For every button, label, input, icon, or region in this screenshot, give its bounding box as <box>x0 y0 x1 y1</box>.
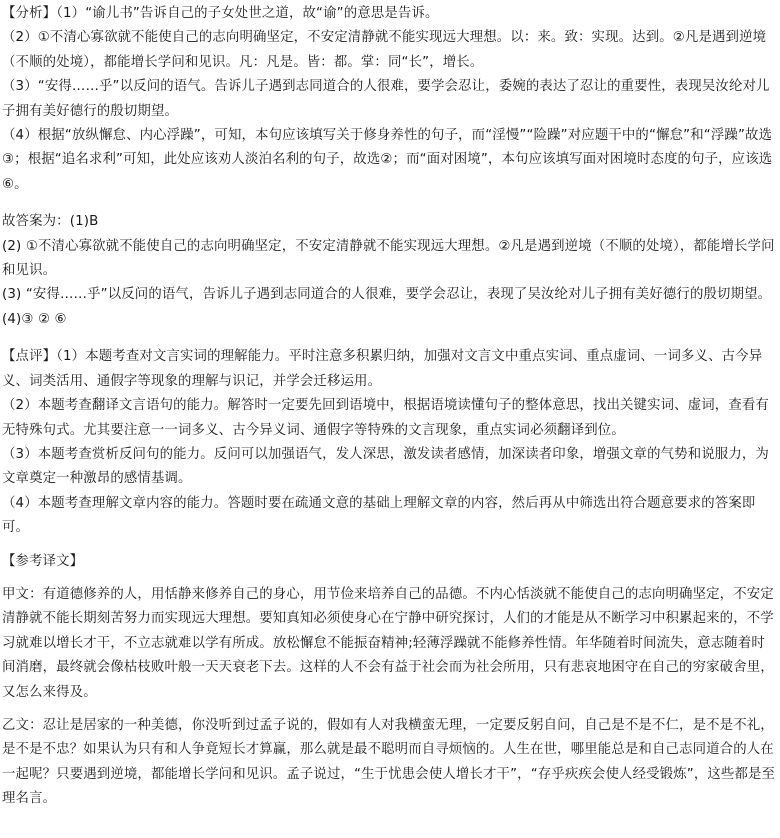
translation-paragraph-jia: 甲文：有道德修养的人，用恬静来修养自己的身心，用节俭来培养自己的品德。不内心恬淡就不能使自己的志向明确坚定，不安定清静就不能长期刻苦努力而实现远大理想。要知真知必须使身心在宁静中研究探讨，人们的才能是从不断学习中积累起来的，不学习就难以增长才干，不立志就难以学有所成。放松懈怠不能振奋精神;轻薄浮躁就不能修养性情。年华随着时间流失，意志随着时间消磨，最终就会像枯枝败叶般一天天衰老下去。这样的人不会有益于社会而为社会所用，只有悲哀地困守在自己的穷家破舍里，又怎么来得及。 <box>2 586 774 700</box>
answer-line-2: (2) ①不清心寡欲就不能使自己的志向明确坚定，不安定清静就不能实现远大理想。②凡是遇到逆境（不顺的处境），都能增长学问和见识。 <box>2 238 775 279</box>
analysis-item-3: （3）“安得……乎”以反问的语气。告诉儿子遇到志同道合的人很难，要学会忍让，委婉的表达了忍让的重要性，表现吴汝纶对儿子拥有美好德行的殷切期望。 <box>2 79 770 119</box>
comment-item-3: （3）本题考查赏析反问句的能力。反问可以加强语气，发人深思，激发读者感情，加深读者印象，增强文章的气势和说服力，为文章奠定一种激昂的感情基调。 <box>2 446 769 487</box>
analysis-item-4: （4）根据“放纵懈怠、内心浮躁”，可知，本句应该填写关于修身养性的句子，而“淫慢”“险躁”对应题干中的“懈怠”和“浮躁”故选③；根据“追名求利”可知，此处应该劝人淡泊名利的句子，故选②；而“面对困境”，本句应该填写面对困境时态度的句子，应该选⑥。 <box>2 128 773 192</box>
spacer <box>2 197 776 210</box>
comment-item-4: （4）本题考查理解文章内容的能力。答题时要在疏通文意的基础上理解文章的内容，然后再从中筛选出符合题意要求的答案即可。 <box>2 495 756 536</box>
answer-line-1: 故答案为：(1)B <box>2 214 99 230</box>
spacer <box>2 541 776 550</box>
translation-paragraph-yi: 乙文：忍让是居家的一种美德，你没听到过孟子说的，假如有人对我横蛮无理，一定要反躬自问，自己是不是不仁，是不是不礼，是不是不忠？如果认为只有和人争竟短长才算赢，那么就是最不聪明而自寻烦恼的。人生在世，哪里能总是和自己志同道合的人在一起呢？只要遇到逆境，都能增长学问和见识。孟子说过，“生于忧患会使人增长才干”，“存乎疢疾会使人经受锻炼”，这些都是至理名言。 <box>2 717 776 807</box>
translation-heading: 【参考译文】 <box>2 553 84 569</box>
comment-item-1: 【点评】（1）本题考查对文言实词的理解能力。平时注意多积累归纳，加强对文言文中重点实词、重点虚词、一词多义、古今异义、词类活用、通假字等现象的理解与识记，并学会迁移运用。 <box>2 349 763 389</box>
analysis-section <box>2 2 776 197</box>
comment-section <box>2 345 776 540</box>
analysis-item-1: 【分析】（1）“谕儿书”告诉自己的子女处世之道，故“谕”的意思是告诉。 <box>2 6 439 21</box>
spacer <box>2 705 776 714</box>
analysis-item-2: （2）①不清心寡欲就不能使自己的志向明确坚定，不安定清静就不能实现远大理想。以：来。致：实现。达到。②凡是遇到逆境（不顺的处境），都能增长学问和见识。凡：凡是。皆：都。掌：同“长”，增长。 <box>2 30 767 70</box>
answer-line-4: (4)③ ② ⑥ <box>2 311 67 327</box>
spacer <box>2 574 776 583</box>
answer-line-3: (3) “安得……乎”以反问的语气，告诉儿子遇到志同道合的人很难，要学会忍让，表现了吴汝纶对儿子拥有美好德行的殷切期望。 <box>2 287 772 303</box>
spacer <box>2 332 776 345</box>
comment-item-2: （2）本题考查翻译文言语句的能力。解答时一定要先回到语境中，根据语境读懂句子的整体意思，找出关键实词、虚词，查看有无特殊句式。尤其要注意一一词多义、古今异义词、通假字等特殊的文言现象，重点实词必须翻译到位。 <box>2 398 769 438</box>
answer-section <box>2 210 776 332</box>
translation-section <box>2 550 776 812</box>
